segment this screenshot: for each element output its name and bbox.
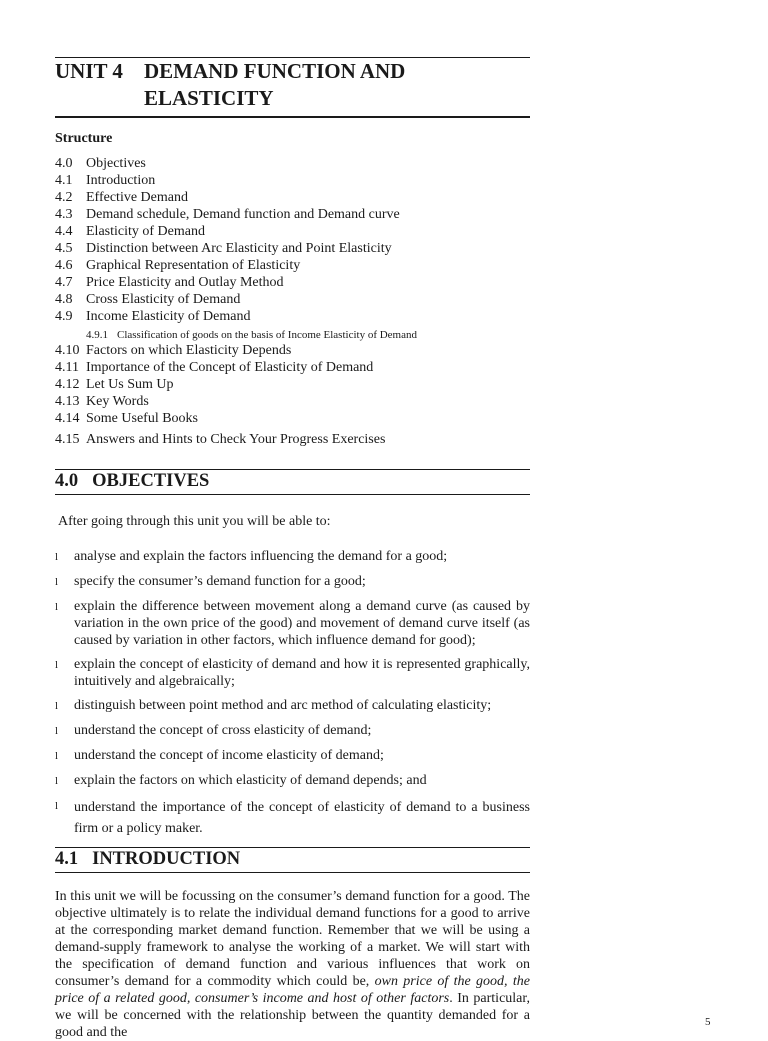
title-bottom-rule [55,116,530,118]
unit-title-line1: DEMAND FUNCTION AND [144,59,406,83]
toc-subitem-number: 4.9.1 [86,329,108,341]
objectives-bottom-rule [55,494,530,495]
toc-item-number: 4.4 [55,224,73,239]
objective-text: explain the concept of elasticity of demand and how it is represented graphically, intuitively and algebraically; [74,657,530,689]
section-heading: INTRODUCTION [92,849,241,869]
section-number: 4.1 [55,849,79,869]
bullet-marker: l [55,775,59,787]
toc-item-number: 4.5 [55,241,73,256]
bullet-marker: l [55,551,59,563]
structure-heading: Structure [55,131,113,146]
objective-text: specify the consumer’s demand function for a good; [74,574,366,589]
toc-item-title: Price Elasticity and Outlay Method [86,275,284,290]
toc-item-title: Cross Elasticity of Demand [86,292,241,307]
objectives-intro: After going through this unit you will be able to: [58,514,331,529]
objective-text: understand the concept of cross elasticity of demand; [74,723,372,738]
introduction-bottom-rule [55,872,530,873]
page-number: 5 [705,1016,711,1028]
introduction-paragraph [55,888,530,1041]
toc-item-title: Effective Demand [86,190,188,205]
objective-text: explain the difference between movement along a demand curve (as caused by variation in the own price of the good) and movement of demand curve itself (as caused by variation in other factors, which influence demand for good); [74,599,530,648]
paragraph-text-end: . In particular, we will be concerned with the relationship between the quantity demanded for a good and the [55,991,530,1040]
toc-item-number: 4.15 [55,432,80,447]
bullet-marker: l [55,750,59,762]
toc-item-title: Income Elasticity of Demand [86,309,251,324]
toc-subitem [86,328,417,342]
section-title-introduction [55,848,240,870]
bullet-marker: l [55,800,59,812]
toc-item-number: 4.0 [55,156,73,171]
toc-subitem-title: Classification of goods on the basis of Income Elasticity of Demand [117,329,417,341]
objective-text: understand the importance of the concept of elasticity of demand to a business firm or a policy maker. [74,800,530,836]
section-heading: OBJECTIVES [92,471,210,491]
toc-item-number: 4.12 [55,377,80,392]
paragraph-text: In this unit we will be focussing on the consumer’s demand function for a good. The objective ultimately is to relate the individual demand functions for a good to arrive at the corresponding market demand function. Remember that we will be using a demand-supply framework to analyse the working of a market. We will start with the specification of demand function and various influences that work on consumer’s demand for a commodity which could be, [55,889,530,989]
objective-text: analyse and explain the factors influencing the demand for a good; [74,549,448,564]
bullet-marker: l [55,700,59,712]
bullet-marker: l [55,576,59,588]
objective-text: explain the factors on which elasticity of demand depends; and [74,773,427,788]
toc-item-title: Objectives [86,156,146,171]
toc-item-title: Distinction between Arc Elasticity and Point Elasticity [86,241,392,256]
toc-item-number: 4.8 [55,292,73,307]
toc-item-title: Introduction [86,173,156,188]
toc-item-title: Let Us Sum Up [86,377,174,392]
toc-item-number: 4.11 [55,360,79,375]
toc-item-title: Elasticity of Demand [86,224,205,239]
bullet-marker: l [55,601,59,613]
toc-item-number: 4.10 [55,343,80,358]
unit-title-line2: ELASTICITY [144,86,274,110]
section-title-objectives [55,470,209,492]
toc-item-title: Graphical Representation of Elasticity [86,258,301,273]
section-number: 4.0 [55,471,79,491]
bullet-marker: l [55,659,59,671]
toc-item-number: 4.2 [55,190,73,205]
toc-item-number: 4.14 [55,411,80,426]
toc-item-title: Key Words [86,394,149,409]
toc-item-number: 4.3 [55,207,73,222]
paragraph-italic-text: own price of the good, the price of a related good, consumer’s income and host of other factors [55,974,530,1006]
toc-item-number: 4.1 [55,173,73,188]
objective-text: distinguish between point method and arc method of calculating elasticity; [74,698,492,713]
toc-item-number: 4.9 [55,309,73,324]
toc-item-number: 4.13 [55,394,80,409]
toc-item-title: Importance of the Concept of Elasticity of Demand [86,360,374,375]
toc-item-number: 4.6 [55,258,73,273]
objective-text: understand the concept of income elasticity of demand; [74,748,384,763]
bullet-marker: l [55,725,59,737]
toc-item-title: Answers and Hints to Check Your Progress Exercises [86,432,386,447]
toc-item-title: Some Useful Books [86,411,198,426]
toc-item-title: Demand schedule, Demand function and Demand curve [86,207,400,222]
toc-item-number: 4.7 [55,275,73,290]
unit-number: UNIT 4 [55,59,123,83]
toc-item-title: Factors on which Elasticity Depends [86,343,292,358]
